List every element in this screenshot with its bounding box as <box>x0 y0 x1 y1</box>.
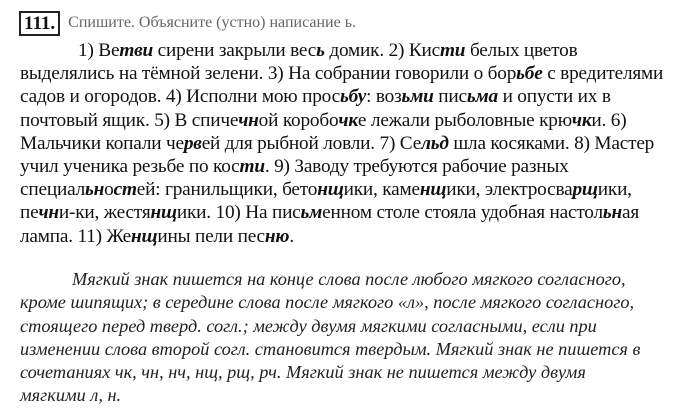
text-fragment: ики. 10) На пис <box>176 202 301 224</box>
rule-line-text: кроме шипящих; в середине слова после мягкого «л», после мягкого согласного, <box>20 292 635 313</box>
highlighted-letters: тви <box>119 40 154 61</box>
highlighted-letters: ти <box>239 156 265 178</box>
text-line <box>20 225 688 248</box>
text-fragment: домик. 2) Кис <box>324 40 440 61</box>
text-line <box>20 155 688 178</box>
text-fragment: пис <box>433 86 467 108</box>
rule-line-text: стоящего перед тверд. согл.; между двумя мягкими согласными, если при <box>20 315 597 336</box>
rule-line <box>20 291 688 314</box>
text-fragment: е лежали рыболовные крю <box>357 109 572 131</box>
text-fragment: ики, каме <box>343 179 420 201</box>
text-fragment: ая <box>622 202 640 224</box>
highlighted-letters: ст <box>113 179 137 201</box>
text-fragment: . 9) Заводу требуются рабочие разных <box>264 156 569 178</box>
exercise-number: 111. <box>19 11 60 36</box>
rule-line-text: изменении слова второй согл. становится твердым. Мягкий знак не пишется в <box>20 338 641 359</box>
text-fragment: . <box>289 225 294 247</box>
rule-line <box>20 315 688 338</box>
highlighted-letters: ьм <box>300 202 323 224</box>
highlighted-letters: чн <box>238 109 259 131</box>
text-fragment: Мальчики копали че <box>20 132 184 154</box>
text-fragment: енном столе стояла удобная настол <box>322 202 603 224</box>
rule-line-text: сочетаниях чк, чн, нч, нщ, рщ, рч. Мягкий знак не пишется между двумя <box>20 362 586 383</box>
highlighted-letters: ьн <box>602 202 623 224</box>
highlighted-letters: чн <box>38 202 59 224</box>
text-fragment: специал <box>20 179 86 201</box>
highlighted-letters: ню <box>264 225 290 247</box>
text-fragment: выделялись на тёмной зелени. 3) На собрании говорили о бор <box>20 63 517 85</box>
text-fragment: шла косяками. 8) Мастер <box>448 132 655 154</box>
highlighted-letters: ьбе <box>516 63 543 85</box>
text-line <box>20 178 688 201</box>
text-fragment: ой коробо <box>258 109 339 131</box>
text-fragment: белых цветов <box>465 40 578 61</box>
rule-line <box>20 268 688 291</box>
text-fragment: ины пели пес <box>157 225 265 247</box>
text-fragment: ики, <box>597 179 632 201</box>
rule-text <box>20 268 688 408</box>
text-fragment: лампа. 11) Же <box>20 225 131 247</box>
highlighted-letters: рщ <box>572 179 598 201</box>
text-fragment: : воз <box>366 86 402 108</box>
highlighted-letters: ьн <box>85 179 105 201</box>
text-fragment: ики, электросва <box>446 179 573 201</box>
text-fragment: о <box>104 179 114 201</box>
text-fragment: садов и огородов. 4) Исполни мою прос <box>20 86 340 108</box>
text-fragment: 1) Ве <box>78 40 120 61</box>
highlighted-letters: ти <box>440 40 466 61</box>
text-fragment: и-ки, жестя <box>58 202 151 224</box>
highlighted-letters: льд <box>421 132 449 154</box>
text-line <box>20 201 688 224</box>
highlighted-letters: рв <box>183 132 202 154</box>
highlighted-letters: ь <box>316 40 325 61</box>
exercise-text <box>20 39 688 248</box>
text-fragment: ей: гранильщики, бето <box>136 179 318 201</box>
rule-line-text: Мягкий знак пишется на конце слова после любого мягкого согласного, <box>72 269 626 289</box>
highlighted-letters: чк <box>571 109 592 131</box>
text-fragment: сирени закрыли вес <box>153 40 317 61</box>
text-fragment: и опусти их в <box>497 86 611 108</box>
text-fragment: пе <box>20 202 39 224</box>
text-line <box>20 39 688 62</box>
text-fragment: почтовый ящик. 5) В спиче <box>20 109 239 131</box>
highlighted-letters: нщ <box>130 225 158 247</box>
highlighted-letters: чк <box>338 109 358 131</box>
highlighted-letters: нщ <box>317 179 344 201</box>
rule-line <box>20 384 688 407</box>
highlighted-letters: ьбу <box>339 86 367 108</box>
highlighted-letters: нщ <box>150 202 177 224</box>
exercise-header <box>19 10 356 36</box>
highlighted-letters: ьми <box>401 86 434 108</box>
rule-line-text: мягкими л, н. <box>20 385 122 406</box>
text-fragment: учил ученика резьбе по кос <box>20 156 240 178</box>
highlighted-letters: нщ <box>419 179 447 201</box>
text-line <box>20 62 688 85</box>
text-line <box>20 109 688 132</box>
highlighted-letters: ьма <box>466 86 498 108</box>
text-line <box>20 85 688 108</box>
rule-line <box>20 361 688 384</box>
rule-line <box>20 338 688 361</box>
text-fragment: с вредителями <box>542 63 664 85</box>
text-fragment: и. 6) <box>591 109 627 131</box>
text-line <box>20 132 688 155</box>
exercise-task: Спишите. Объясните (устно) написание ь. <box>68 14 356 31</box>
text-fragment: ей для рыбной ловли. 7) Се <box>201 132 422 154</box>
